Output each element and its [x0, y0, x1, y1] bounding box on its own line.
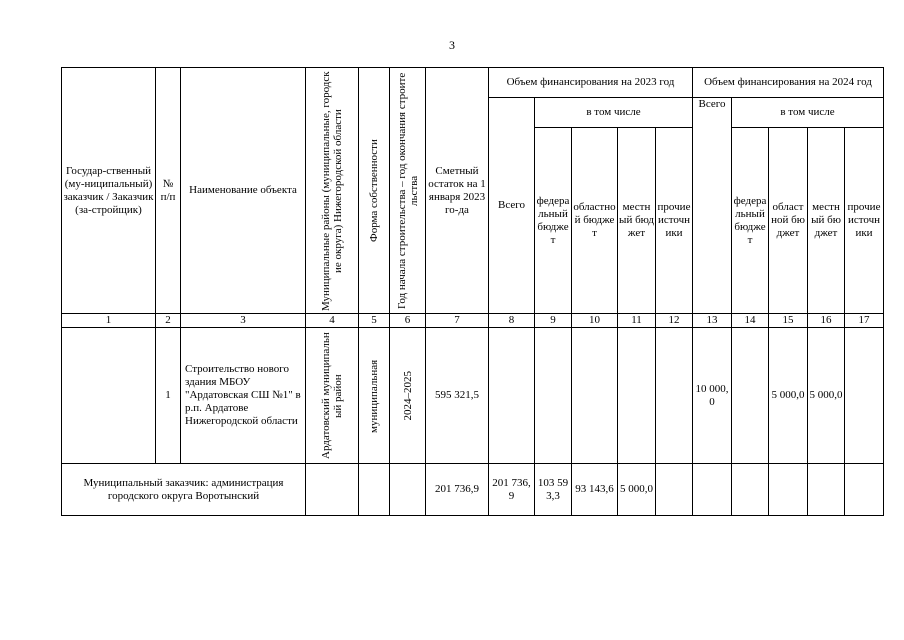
header-incl-2024: в том числе [732, 98, 884, 128]
cell-total-2023-sum: 201 736,9 [489, 464, 535, 516]
header-districts-text: Муниципальные районы (муниципальные, городские округа) Нижегородской области [320, 70, 344, 311]
cell-balance-total: 201 736,9 [426, 464, 489, 516]
col-num-12: 12 [656, 314, 693, 328]
header-years-text: Год начала строительства – год окончания строительства [395, 72, 420, 309]
cell-municipal-customer: Муниципальный заказчик: администрация городского округа Воротынский [62, 464, 306, 516]
column-number-row [62, 314, 884, 328]
col-num-13: 13 [693, 314, 732, 328]
col-num-14: 14 [732, 314, 769, 328]
col-num-8: 8 [489, 314, 535, 328]
cell-other-2023 [656, 328, 693, 464]
header-years [390, 68, 426, 314]
cell-local-2023-sum: 5 000,0 [618, 464, 656, 516]
col-num-11: 11 [618, 314, 656, 328]
cell-local-2023 [618, 328, 656, 464]
header-ownership [359, 68, 390, 314]
col-num-1: 1 [62, 314, 156, 328]
cell-ownership-text: муниципальная [368, 358, 380, 433]
cell-local-2024: 5 000,0 [808, 328, 845, 464]
cell-empty-4 [306, 464, 359, 516]
col-num-10: 10 [572, 314, 618, 328]
header-customer: Государ-ственный (му-ниципальный) заказчик / Заказчик (за-стройщик) [62, 68, 156, 314]
cell-empty-12 [656, 464, 693, 516]
header-incl-2023: в том числе [535, 98, 693, 128]
cell-empty-16 [808, 464, 845, 516]
table-row-object [62, 328, 884, 464]
col-num-4: 4 [306, 314, 359, 328]
cell-balance: 595 321,5 [426, 328, 489, 464]
cell-regional-2023-sum: 93 143,6 [572, 464, 618, 516]
cell-federal-2023 [535, 328, 572, 464]
header-regional-2023: областной бюджет [572, 128, 618, 314]
header-total-2024: Всего [693, 98, 732, 314]
cell-total-2023 [489, 328, 535, 464]
cell-other-2024 [845, 328, 884, 464]
cell-empty-13 [693, 464, 732, 516]
col-num-2: 2 [156, 314, 181, 328]
header-federal-2024: федеральный бюджет [732, 128, 769, 314]
header-other-2024: прочие источники [845, 128, 884, 314]
cell-object-name: Строительство нового здания МБОУ "Ардатовская СШ №1" в р.п. Ардатове Нижегородской области [181, 328, 306, 464]
cell-regional-2023 [572, 328, 618, 464]
header-federal-2023: федеральный бюджет [535, 128, 572, 314]
header-other-2023: прочие источники [656, 128, 693, 314]
col-num-5: 5 [359, 314, 390, 328]
col-num-6: 6 [390, 314, 426, 328]
cell-empty-14 [732, 464, 769, 516]
header-regional-2024: областной бюджет [769, 128, 808, 314]
col-num-9: 9 [535, 314, 572, 328]
financing-table [61, 67, 884, 516]
header-ownership-text: Форма собственности [368, 139, 380, 242]
header-name: Наименование объекта [181, 68, 306, 314]
header-districts [306, 68, 359, 314]
cell-years-text: 2024–2025 [401, 370, 414, 421]
cell-num: 1 [156, 328, 181, 464]
cell-years [390, 328, 426, 464]
cell-federal-2023-sum: 103 593,3 [535, 464, 572, 516]
header-row-1 [62, 68, 884, 98]
header-balance: Сметный остаток на 1 января 2023 го-да [426, 68, 489, 314]
header-total-2023: Всего [489, 98, 535, 314]
header-num: № п/п [156, 68, 181, 314]
table-row-customer [62, 464, 884, 516]
cell-district [306, 328, 359, 464]
header-local-2023: местный бюджет [618, 128, 656, 314]
col-num-3: 3 [181, 314, 306, 328]
page-number: 3 [449, 38, 455, 52]
header-local-2024: местный бюджет [808, 128, 845, 314]
cell-ownership [359, 328, 390, 464]
cell-customer-empty [62, 328, 156, 464]
cell-empty-15 [769, 464, 808, 516]
cell-total-2024: 10 000,0 [693, 328, 732, 464]
cell-regional-2024: 5 000,0 [769, 328, 808, 464]
cell-federal-2024 [732, 328, 769, 464]
col-num-7: 7 [426, 314, 489, 328]
cell-district-text: Ардатовский муниципальный район [320, 332, 344, 459]
col-num-17: 17 [845, 314, 884, 328]
col-num-16: 16 [808, 314, 845, 328]
cell-empty-6 [390, 464, 426, 516]
cell-empty-5 [359, 464, 390, 516]
header-fin-2024: Объем финансирования на 2024 год [693, 68, 884, 98]
header-fin-2023: Объем финансирования на 2023 год [489, 68, 693, 98]
cell-empty-17 [845, 464, 884, 516]
col-num-15: 15 [769, 314, 808, 328]
